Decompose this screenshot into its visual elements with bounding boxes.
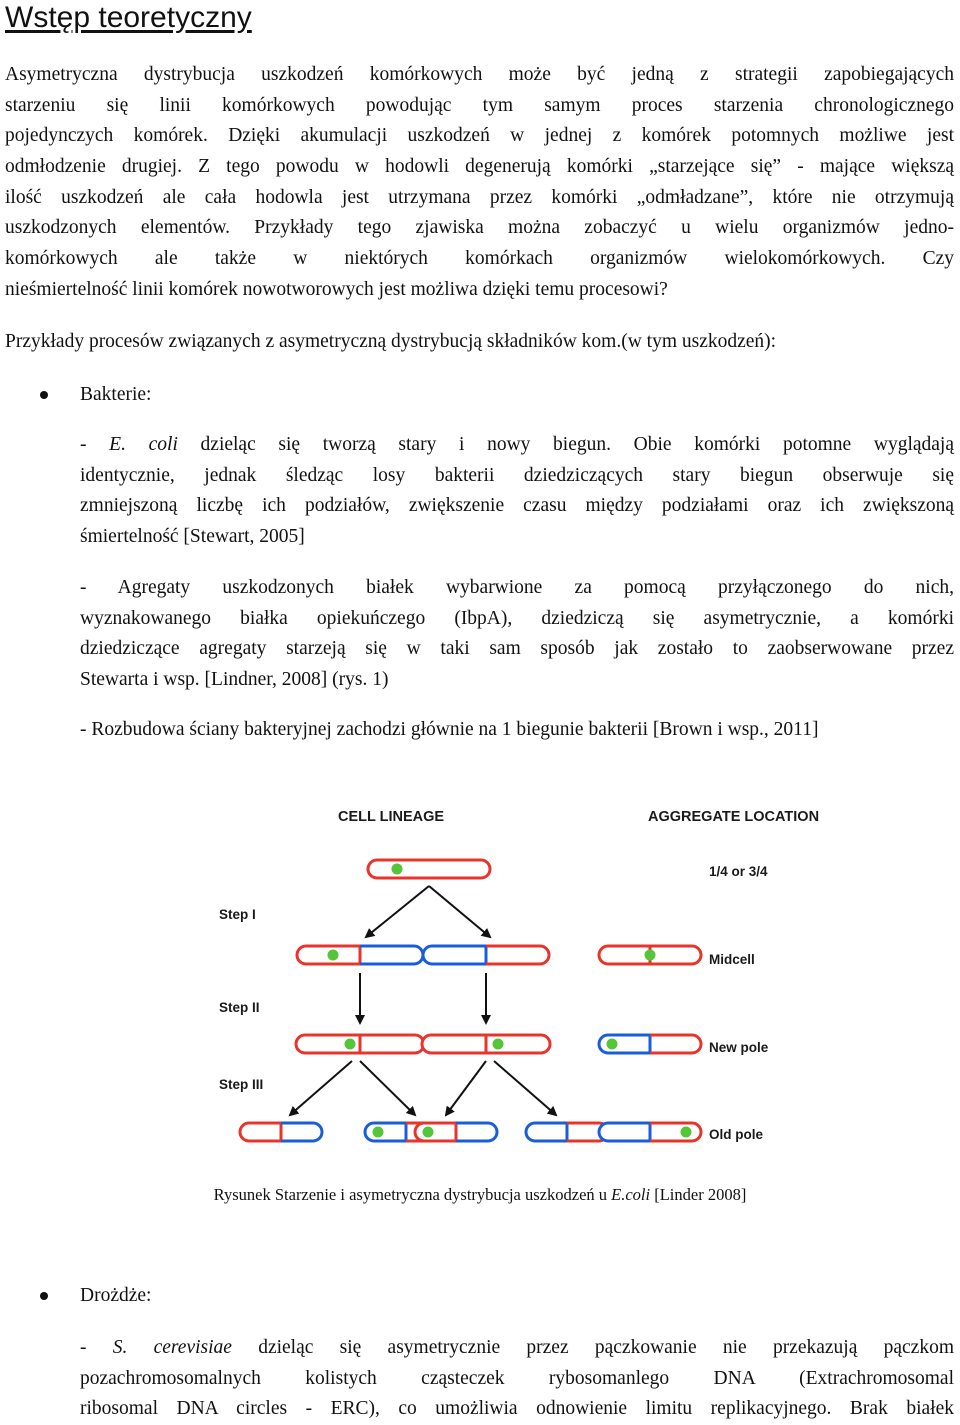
midcell-cell [599,946,701,964]
text-line: komórkowych ale także w niektórych komórkach organizmów wielokomórkowych. Czy [5,248,954,270]
text-line: - Agregaty uszkodzonych białek wybarwione za pomocą przyłączonego do nich, [80,577,954,598]
text-line: ribosomal DNA circles - ERC), co umożliwia odnowienie limitu replikacyjnego. Brak białek [80,1398,954,1420]
step-1-label: Step I [219,907,256,922]
text-line: starzeniu się linii komórkowych powodując tym samym proces starzenia chronologicznego [5,94,954,116]
genus-name: E. [109,434,126,455]
caption-organism: E.coli [611,1185,651,1204]
figure-caption [0,1184,960,1206]
dash: - [80,1337,113,1358]
text-line: uszkodzonych elementów. Przykłady tego zjawiska można zobaczyć u wielu organizmów jedno- [5,217,954,239]
bullet-dot-icon [40,391,48,399]
text-line: Przykłady procesów związanych z asymetryczną dystrybucją składników kom.(w tym uszkodzeń): [5,331,777,352]
arrow [429,886,490,937]
examples-intro [5,327,954,358]
location-old-pole-label: Old pole [709,1127,763,1142]
daughter-cell [240,1123,322,1141]
daughter-cell [415,1123,497,1141]
step-3-label: Step III [219,1077,264,1092]
arrow [366,886,429,937]
arrow [446,1061,486,1115]
new-pole-cell [599,1035,701,1053]
cell-wall-paragraph [80,715,954,746]
mother-cell [368,860,490,878]
dash: - [80,434,110,455]
daughter-cell-right [423,946,549,964]
species-name: cerevisiae [153,1337,232,1358]
location-new-pole-label: New pole [709,1040,769,1055]
yeast-paragraph [80,1333,954,1425]
text-line: - Rozbudowa ściany bakteryjnej zachodzi głównie na 1 biegunie bakterii [Brown i wsp., 2011] [80,719,819,740]
cell-lineage-figure [210,797,850,1167]
cell-lineage-label: CELL LINEAGE [338,809,445,825]
daughter-cell [526,1123,608,1141]
old-pole-cell [599,1123,701,1141]
bullet-dot-icon [40,1292,48,1300]
line-rest: dzieląc się asymetrycznie przez pączkowanie nie przekazują pączkom [231,1337,955,1358]
bullet-label: Drożdże: [80,1285,152,1306]
genus-name: S. [112,1337,128,1358]
intro-paragraph [5,60,954,306]
text-line: śmiertelność [Stewart, 2005] [80,526,305,548]
text-line: pozachromosomalnych kolistych cząsteczek rybosomanlego DNA (Extrachromosomal [80,1367,954,1389]
text-line: dziedziczące agregaty starzeją się w taki sam sposób jak zostało to zaobserwowane przez [80,638,954,660]
page-title: Wstęp teoretyczny [5,1,252,34]
caption-citation: [Linder 2008] [650,1185,747,1204]
text-line: nieśmiertelność linii komórek nowotworowych jest możliwa dzięki temu procesowi? [5,278,668,300]
bullet-label: Bakterie: [80,384,152,405]
ecoli-paragraph [80,430,954,553]
step-2-label: Step II [219,1000,260,1015]
line-rest: dzieląc się tworzą stary i nowy biegun. Obie komórki potomne wyglądają [177,434,955,455]
cell-new-pole-right [422,1035,550,1053]
cell-new-pole-left [296,1035,424,1053]
text-line: ilość uszkodzeń ale cała hodowla jest utrzymana przez komórki „odmładzane”, które nie otrzymują [5,186,954,208]
caption-text: Rysunek Starzenie i asymetryczna dystrybucja uszkodzeń u [213,1185,612,1204]
text-line: identycznie, jednak śledząc losy bakterii dziedziczących stary biegun obserwuje się [80,464,954,486]
text-line: pojedynczych komórek. Dzięki akumulacji uszkodzeń w jednej z komórek potomnych możliwe jest [5,125,954,147]
arrow [360,1061,415,1115]
location-quarter-label: 1/4 or 3/4 [709,864,768,879]
text-line: odmłodzenie drugiej. Z tego powodu w hodowli degenerują komórki „starzejące się” - mające większą [5,156,954,178]
location-midcell-label: Midcell [709,952,755,967]
arrow [494,1061,556,1115]
text-line: zmniejszoną liczbę ich podziałów, zwiększenie czasu między podziałami oraz ich zwiększoną [80,495,954,517]
aggregate-location-label: AGGREGATE LOCATION [648,809,820,825]
aggregates-paragraph [80,573,954,696]
daughter-cell-left [297,946,423,964]
text-line: Asymetryczna dystrybucja uszkodzeń komórkowych może być jedną z strategii zapobiegających [5,64,954,85]
text-line: wyznakowanego białka opiekuńczego (IbpA), dziedziczą się asymetrycznie, a komórki [80,607,954,629]
text-line [80,1333,954,1364]
arrow [290,1061,352,1115]
text-line [80,430,954,461]
text-line: Stewarta i wsp. [Lindner, 2008] (rys. 1) [80,669,389,691]
species-name: coli [148,434,178,455]
